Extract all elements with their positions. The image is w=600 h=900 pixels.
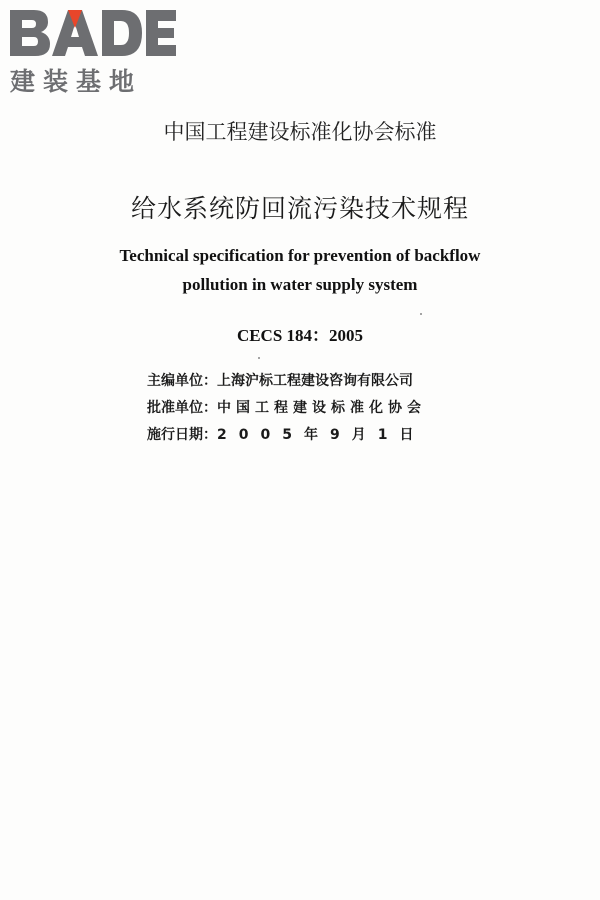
- bade-logo-subtitle: 建装基地: [10, 67, 143, 96]
- bade-wordmark-logo: [8, 4, 178, 60]
- standard-code: CECS 184：2005: [236, 326, 364, 345]
- effective-date-line: [147, 424, 425, 444]
- editor-unit-line: [147, 370, 413, 390]
- approver-unit-value: 中国工程建设标准化协会: [217, 400, 426, 416]
- bade-logo: [8, 4, 178, 94]
- editor-unit-value: 上海沪标工程建设咨询有限公司: [217, 373, 413, 389]
- document-title-english-line2: pollution in water supply system: [182, 275, 418, 294]
- effective-date-value: 2005年9月1日: [217, 427, 426, 443]
- scan-speck: [420, 313, 422, 315]
- approver-unit-label: 批准单位：: [147, 400, 217, 416]
- scan-speck: [258, 357, 260, 359]
- effective-date-label: 施行日期：: [147, 427, 217, 443]
- editor-unit-label: 主编单位：: [147, 373, 217, 389]
- document-title-chinese: 给水系统防回流污染技术规程: [130, 194, 469, 223]
- approver-unit-line: [147, 397, 426, 417]
- standard-series-heading: 中国工程建设标准化协会标准: [163, 120, 437, 144]
- document-title-english-line1: Technical specification for prevention of backflow: [119, 246, 481, 265]
